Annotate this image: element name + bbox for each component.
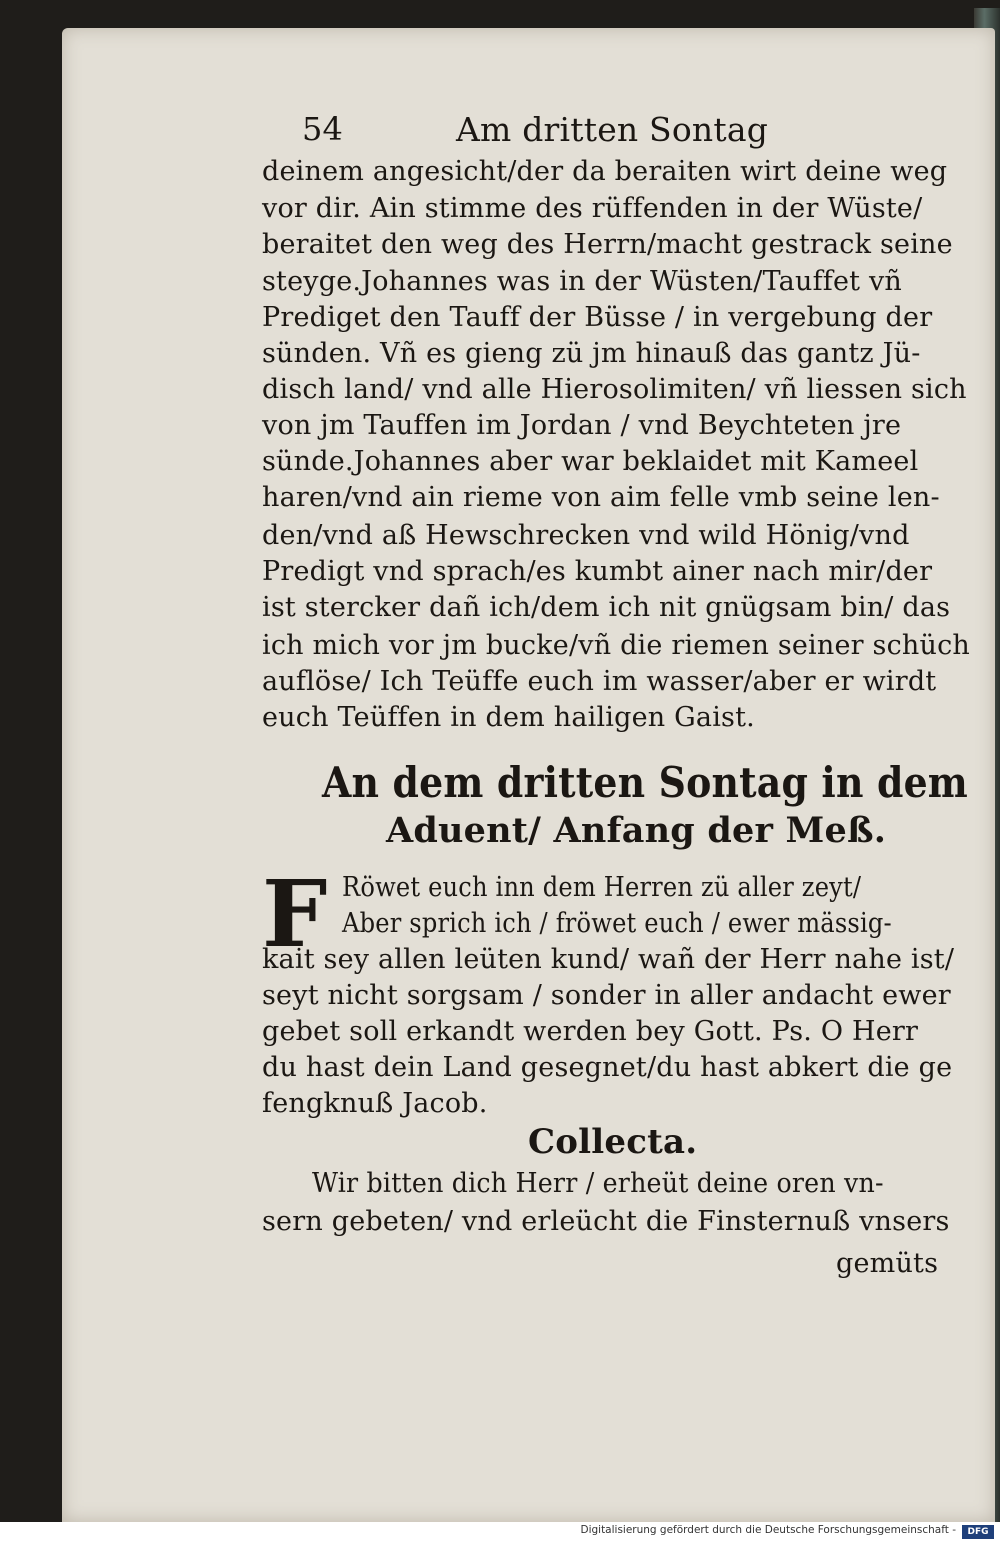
body-line: Prediget den Tauff der Büsse / in vergebung der xyxy=(262,302,933,333)
body-line: ich mich vor jm bucke/vñ die riemen seiner schüch xyxy=(262,630,971,661)
introit-line: seyt nicht sorgsam / sonder in aller andacht ewer xyxy=(262,980,951,1011)
introit-line: Aber sprich ich / fröwet euch / ewer mässig- xyxy=(342,908,892,939)
body-line: disch land/ vnd alle Hierosolimiten/ vñ liessen sich xyxy=(262,374,967,405)
introit-line: fengknuß Jacob. xyxy=(262,1088,488,1119)
introit-line: kait sey allen leüten kund/ wañ der Herr nahe ist/ xyxy=(262,944,955,975)
body-line: sünde.Johannes aber war beklaidet mit Kameel xyxy=(262,446,919,477)
drop-cap: F xyxy=(262,860,328,968)
introit-line: du hast dein Land gesegnet/du hast abkert die ge xyxy=(262,1052,953,1083)
body-line: von jm Tauffen im Jordan / vnd Beychteten jre xyxy=(262,410,902,441)
introit-line: gebet soll erkandt werden bey Gott. Ps. O Herr xyxy=(262,1016,919,1047)
body-line: Predigt vnd sprach/es kumbt ainer nach mir/der xyxy=(262,556,933,587)
collecta-line: Wir bitten dich Herr / erheüt deine oren vn- xyxy=(312,1168,884,1199)
section-heading-line2: Aduent/ Anfang der Meß. xyxy=(386,810,887,851)
body-line: den/vnd aß Hewschrecken vnd wild Hönig/vnd xyxy=(262,520,910,551)
catchword: gemüts xyxy=(836,1248,939,1279)
funding-credit: Digitalisierung gefördert durch die Deutsche Forschungsgemeinschaft - xyxy=(580,1524,956,1536)
body-line: sünden. Vñ es gieng zü jm hinauß das gantz Jü- xyxy=(262,338,921,369)
page-number: 54 xyxy=(302,110,344,148)
body-line: euch Teüffen in dem hailigen Gaist. xyxy=(262,702,755,733)
footer-bar xyxy=(0,1522,1000,1542)
body-line: vor dir. Ain stimme des rüffenden in der Wüste/ xyxy=(262,193,923,224)
body-line: steyge.Johannes was in der Wüsten/Tauffet vñ xyxy=(262,266,903,297)
body-line: haren/vnd ain rieme von aim felle vmb seine len- xyxy=(262,482,940,513)
introit-line: Röwet euch inn dem Herren zü aller zeyt/ xyxy=(342,872,862,903)
dfg-logo[interactable]: DFG xyxy=(962,1525,994,1539)
section-heading-line1: An dem dritten Sontag in dem xyxy=(322,758,968,807)
body-line: beraitet den weg des Herrn/macht gestrack seine xyxy=(262,229,953,260)
body-line: deinem angesicht/der da beraiten wirt deine weg xyxy=(262,156,948,187)
running-title: Am dritten Sontag xyxy=(456,110,769,149)
collecta-heading: Collecta. xyxy=(528,1122,698,1162)
body-line: auflöse/ Ich Teüffe euch im wasser/aber er wirdt xyxy=(262,666,937,697)
body-line: ist stercker dañ ich/dem ich nit gnügsam bin/ das xyxy=(262,592,951,623)
collecta-line: sern gebeten/ vnd erleücht die Finsternuß vnsers xyxy=(262,1206,950,1237)
